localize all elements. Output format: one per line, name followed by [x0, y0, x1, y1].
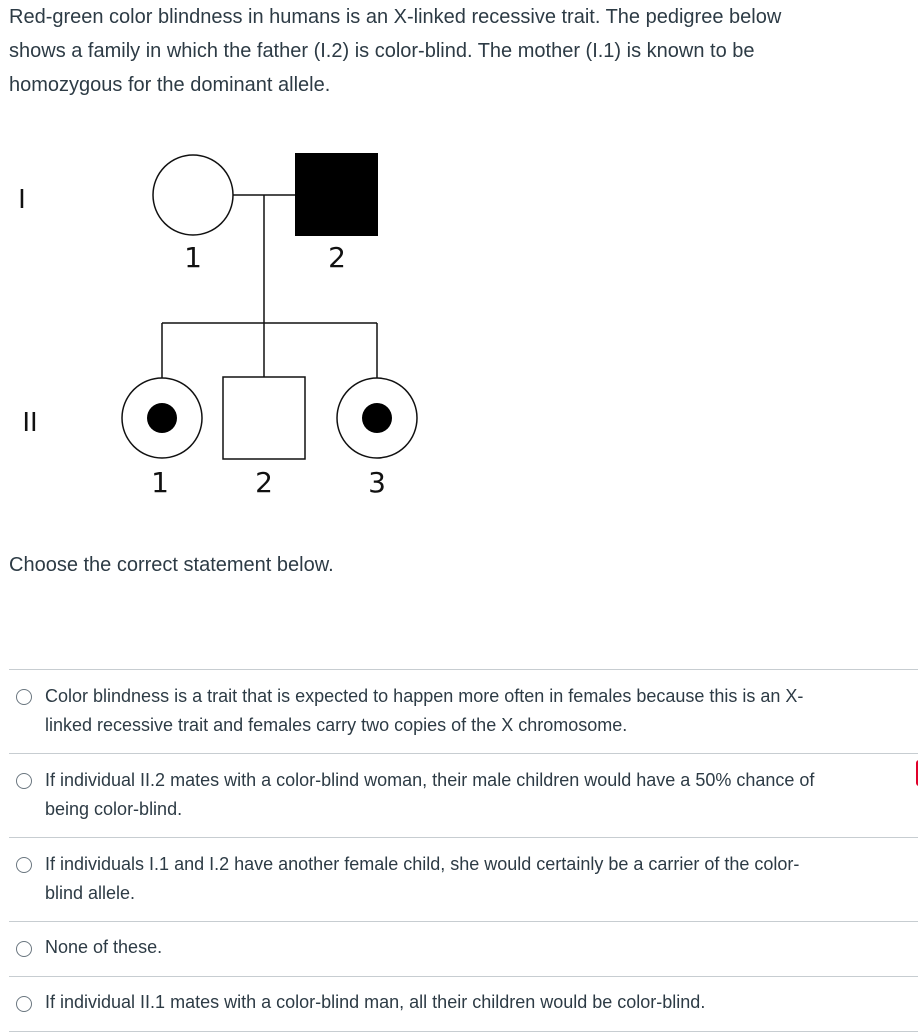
- radio-button[interactable]: [16, 996, 32, 1012]
- question-stem: [9, 0, 909, 102]
- answer-option-1[interactable]: [9, 670, 918, 754]
- answer-option-1-line-1: Color blindness is a trait that is expected to happen more often in females because this is an X-: [45, 686, 804, 706]
- answer-list: [9, 669, 918, 1032]
- individual-ii-1-label: 1: [151, 466, 169, 499]
- answer-option-1-line-2: linked recessive trait and females carry two copies of the X chromosome.: [45, 715, 628, 735]
- answer-option-4[interactable]: [9, 922, 918, 977]
- individual-i-2-male-affected: [295, 153, 378, 236]
- individual-ii-2-label: 2: [255, 466, 273, 499]
- answer-option-2-line-2: being color-blind.: [45, 799, 183, 819]
- pedigree-diagram: [0, 140, 918, 520]
- individual-ii-3-label: 3: [368, 466, 386, 499]
- answer-option-2-line-1: If individual II.2 mates with a color-blind woman, their male children would have a 50% chance of: [45, 770, 815, 790]
- individual-i-1-female-unaffected: [153, 155, 233, 235]
- individual-i-1-label: 1: [184, 241, 202, 274]
- radio-button[interactable]: [16, 941, 32, 957]
- carrier-dot-ii-1: [147, 403, 177, 433]
- answer-prompt: Choose the correct statement below.: [9, 554, 334, 576]
- individual-i-2-label: 2: [328, 241, 346, 274]
- answer-option-4-line-1: None of these.: [45, 937, 163, 957]
- answer-option-5-line-1: If individual II.1 mates with a color-blind man, all their children would be color-blind.: [45, 992, 706, 1012]
- radio-button[interactable]: [16, 857, 32, 873]
- question-line-2: shows a family in which the father (I.2) is color-blind. The mother (I.1) is known to be: [9, 40, 755, 62]
- answer-option-3-line-1: If individuals I.1 and I.2 have another female child, she would certainly be a carrier of the color-: [45, 854, 800, 874]
- generation-label-i: I: [18, 185, 26, 215]
- radio-button[interactable]: [16, 689, 32, 705]
- carrier-dot-ii-3: [362, 403, 392, 433]
- question-line-1: Red-green color blindness in humans is an X-linked recessive trait. The pedigree below: [9, 6, 782, 28]
- answer-option-3[interactable]: [9, 838, 918, 922]
- answer-option-3-line-2: blind allele.: [45, 883, 136, 903]
- answer-option-2[interactable]: [9, 754, 918, 838]
- radio-button[interactable]: [16, 773, 32, 789]
- question-line-3: homozygous for the dominant allele.: [9, 74, 331, 96]
- individual-ii-2-male-unaffected: [223, 377, 305, 459]
- generation-label-ii: II: [22, 408, 38, 438]
